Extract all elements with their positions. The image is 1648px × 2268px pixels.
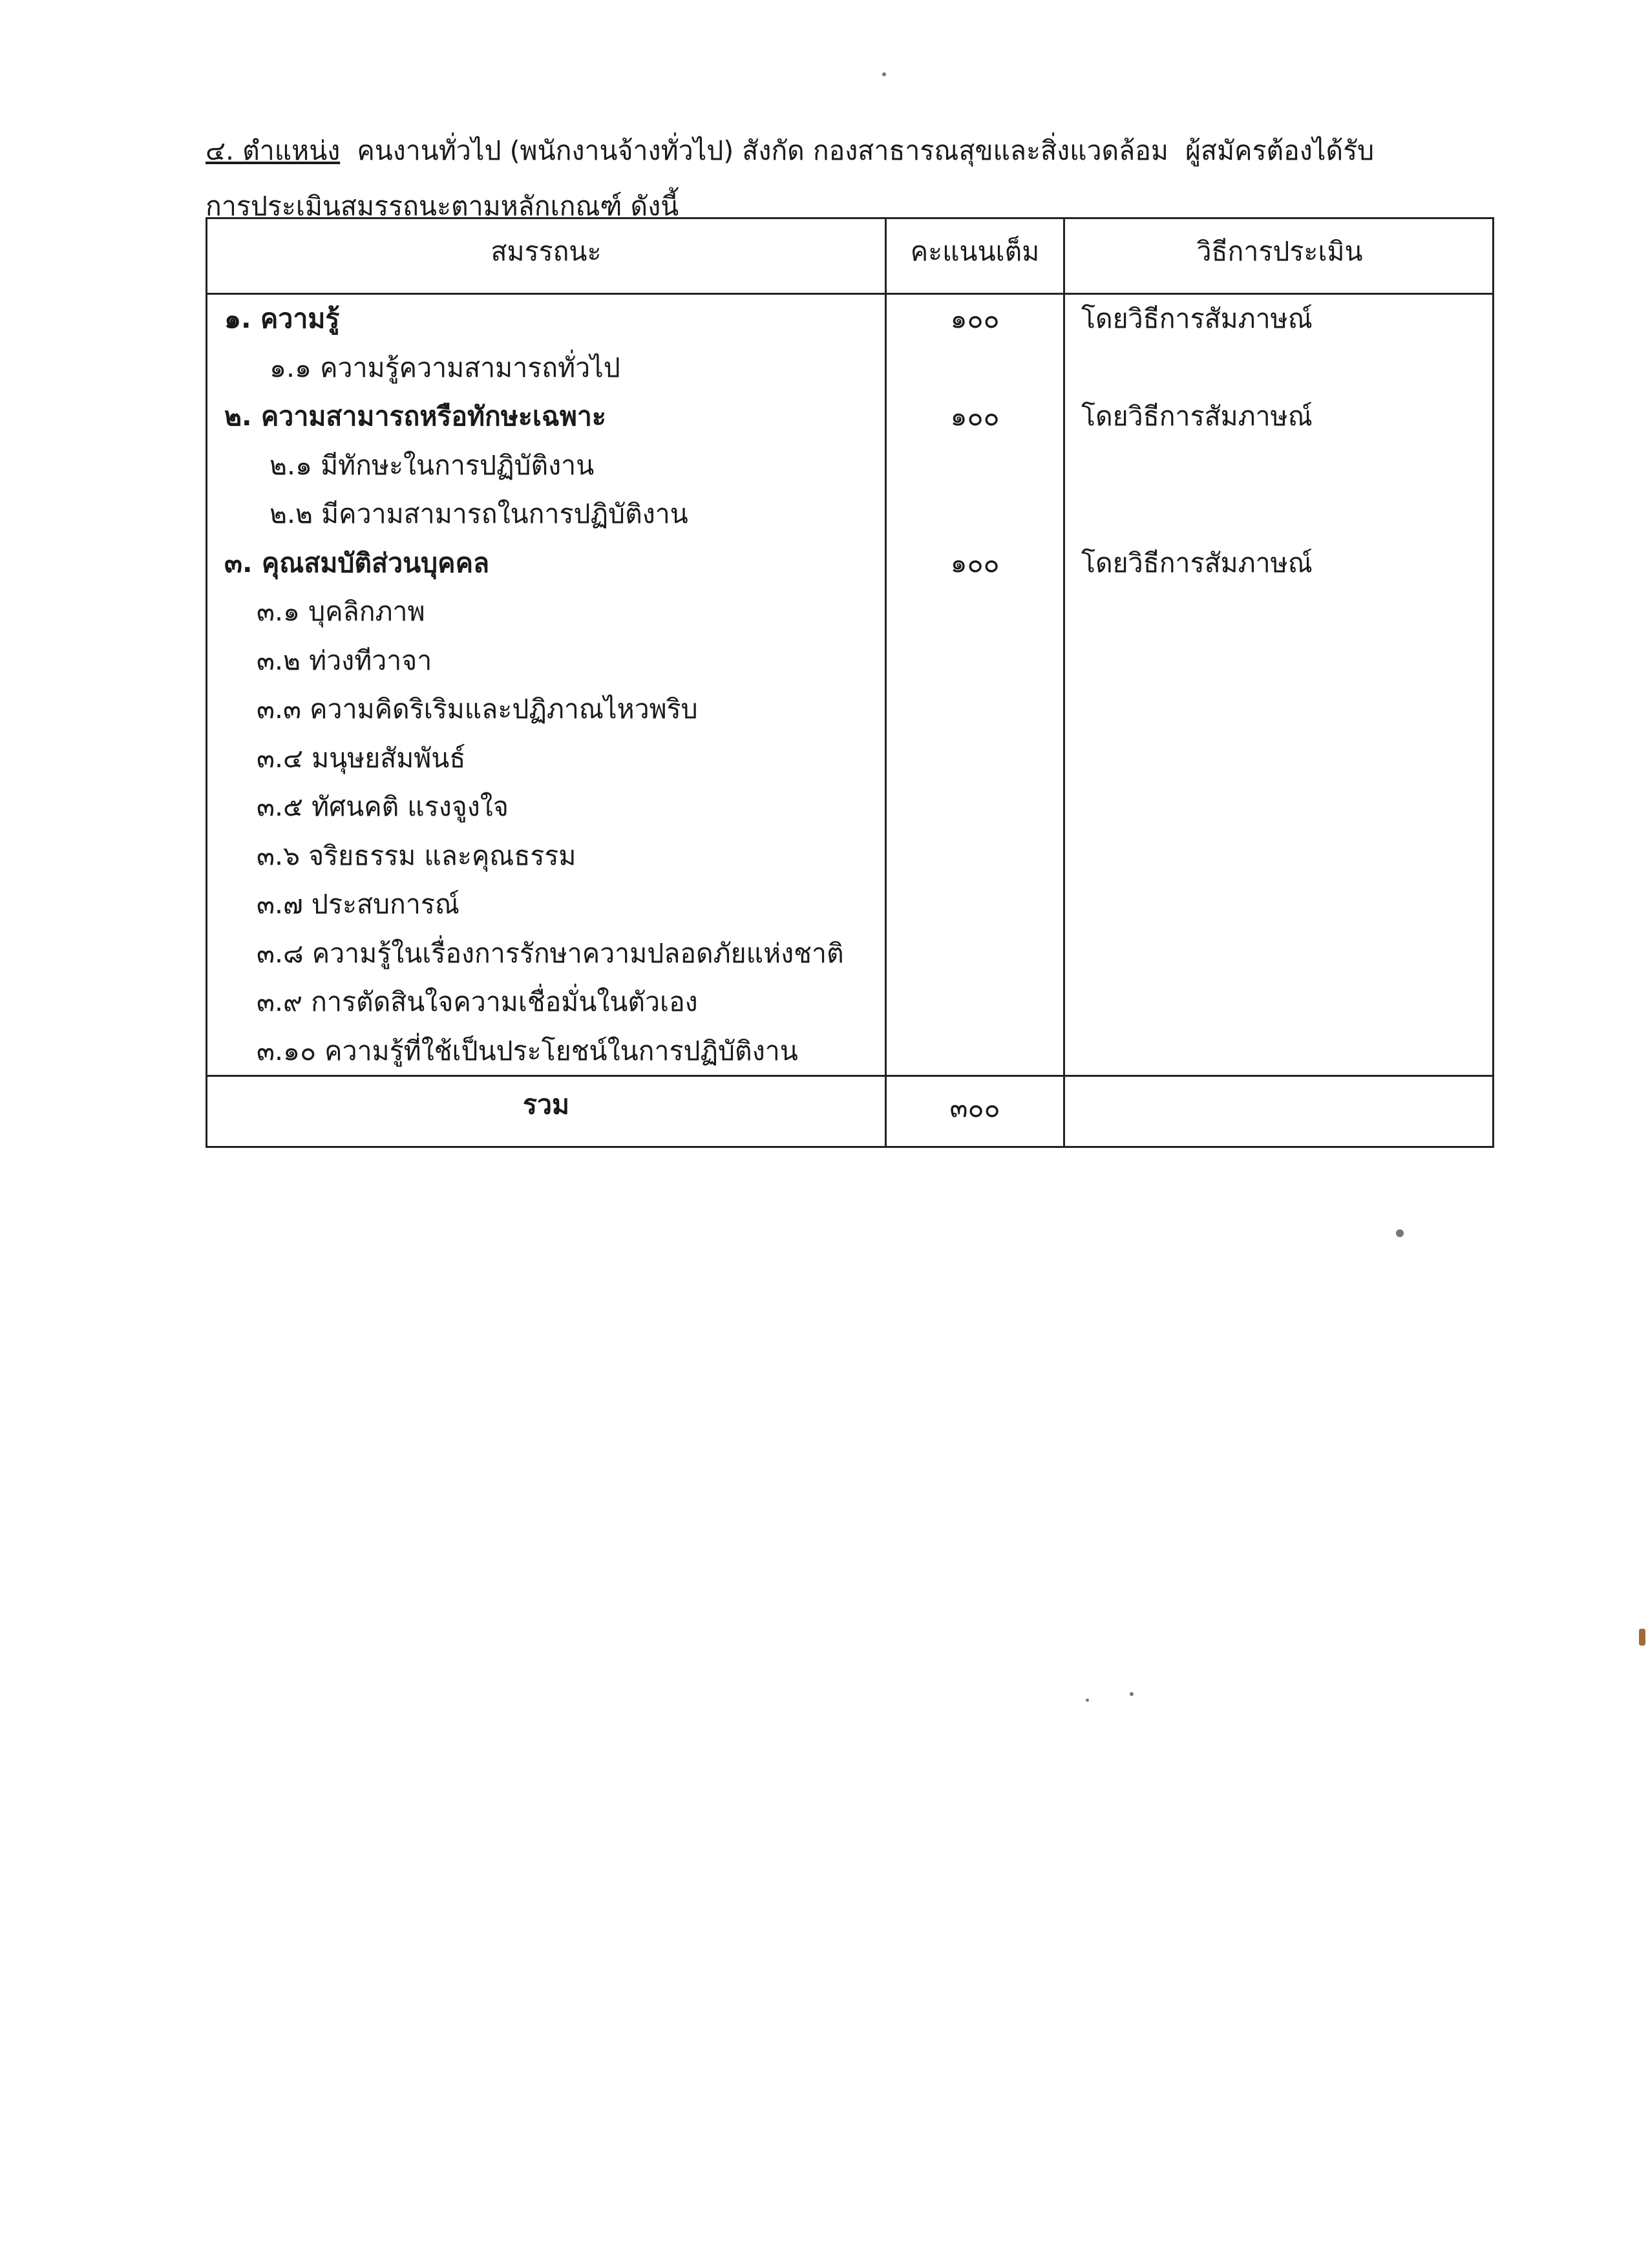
total-label: รวม (522, 1089, 570, 1120)
position-description: คนงานทั่วไป (พนักงานจ้างทั่วไป) สังกัด กองสาธารณสุขและสิ่งแวดล้อม ผู้สมัครต้องได้รับ (340, 135, 1375, 166)
competency-item: ๓.๑ บุคลิกภาพ (257, 596, 425, 627)
total-divider (207, 1075, 1492, 1077)
competency-item: ๓.๕ ทัศนคติ แรงจูงใจ (257, 791, 509, 822)
competency-category: ๑. ความรู้ (224, 303, 340, 334)
method-value: โดยวิธีการสัมภาษณ์ (1081, 547, 1313, 578)
header-competency: สมรรถนะ (491, 236, 602, 267)
full-score-value: ๑๐๐ (950, 547, 1000, 578)
competency-item: ๒.๑ มีทักษะในการปฏิบัติงาน (269, 449, 595, 481)
competency-item: ๓.๘ ความรู้ในเรื่องการรักษาความปลอดภัยแห่งชาติ (257, 937, 844, 969)
method-value: โดยวิธีการสัมภาษณ์ (1081, 303, 1313, 334)
competency-item: ๒.๒ มีความสามารถในการปฏิบัติงาน (269, 498, 688, 529)
intro-line-2: การประเมินสมรรถนะตามหลักเกณฑ์ ดังนี้ (206, 191, 679, 222)
full-score-value: ๑๐๐ (950, 401, 1000, 432)
column-divider (1063, 219, 1065, 1146)
competency-item: ๓.๑๐ ความรู้ที่ใช้เป็นประโยชน์ในการปฏิบัติงาน (257, 1035, 798, 1066)
competency-item: ๓.๔ มนุษยสัมพันธ์ (257, 742, 466, 774)
scan-speck (1639, 1629, 1645, 1646)
competency-item: ๓.๗ ประสบการณ์ (257, 889, 460, 920)
scan-speck (1396, 1229, 1404, 1237)
method-value: โดยวิธีการสัมภาษณ์ (1081, 401, 1313, 432)
competency-category: ๒. ความสามารถหรือทักษะเฉพาะ (224, 401, 606, 432)
intro-line-1 (206, 123, 1498, 178)
full-score-value: ๑๐๐ (950, 303, 1000, 334)
competency-item: ๓.๙ การตัดสินใจความเชื่อมั่นในตัวเอง (257, 986, 698, 1017)
competency-item: ๓.๓ ความคิดริเริมและปฏิภาณไหวพริบ (257, 694, 698, 725)
scan-speck (882, 72, 886, 76)
competency-item: ๑.๑ ความรู้ความสามารถทั่วไป (269, 352, 620, 383)
competency-item: ๓.๒ ท่วงทีวาจา (257, 644, 432, 676)
position-label: ๔. ตำแหน่ง (206, 135, 341, 166)
competency-table (206, 217, 1494, 1148)
competency-item: ๓.๖ จริยธรรม และคุณธรรม (257, 840, 576, 871)
total-score: ๓๐๐ (949, 1092, 1000, 1123)
header-method: วิธีการประเมิน (1196, 236, 1363, 267)
header-divider (207, 293, 1492, 295)
header-full-score: คะแนนเต็ม (910, 236, 1040, 267)
scan-speck (1086, 1699, 1089, 1702)
column-divider (885, 219, 887, 1146)
competency-category: ๓. คุณสมบัติส่วนบุคคล (224, 547, 490, 578)
scan-speck (1130, 1692, 1134, 1696)
